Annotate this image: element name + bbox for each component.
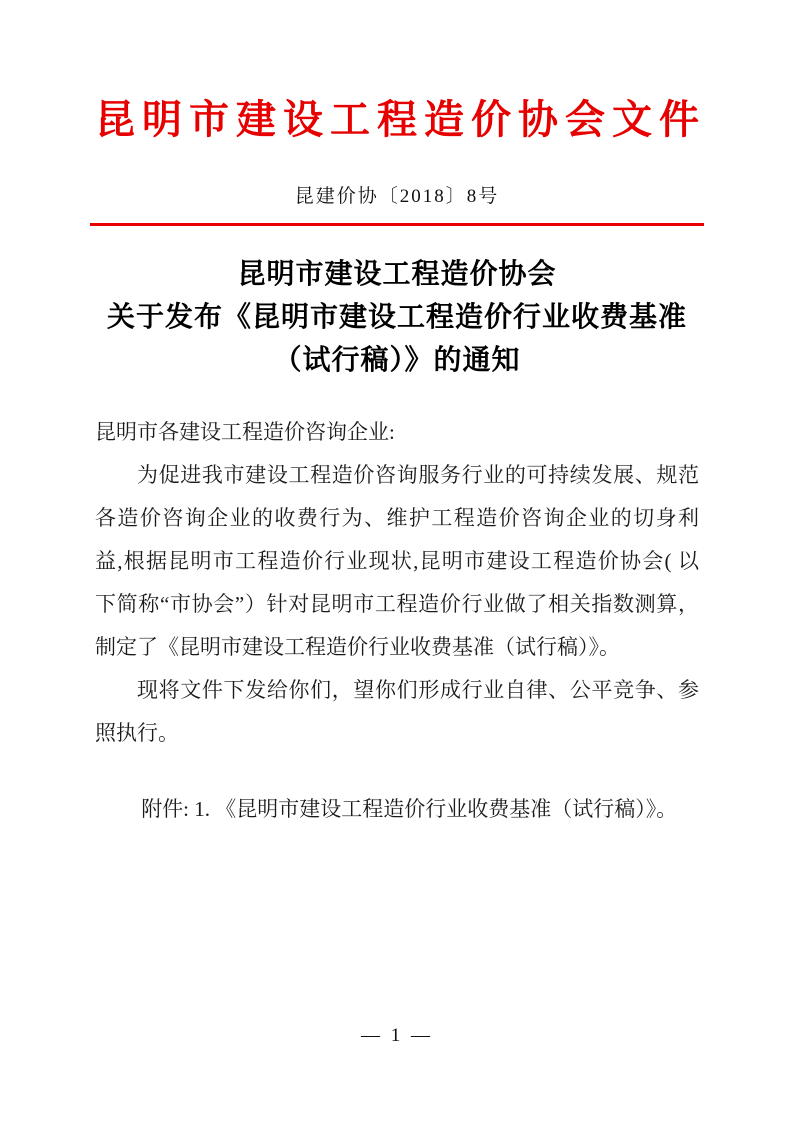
- body-line: 为促进我市建设工程造价咨询服务行业的可持续发展、规范: [137, 463, 699, 487]
- document-title-line-1: 昆明市建设工程造价协会: [237, 258, 557, 289]
- body-line: 益,根据昆明市工程造价行业现状,昆明市建设工程造价协会( 以: [95, 549, 699, 573]
- document-body: [95, 411, 699, 831]
- document-title: [95, 252, 699, 381]
- body-line: 下简称“市协会”）针对昆明市工程造价行业做了相关指数测算，: [95, 592, 699, 616]
- salutation-line: 昆明市各建设工程造价咨询企业:: [95, 420, 395, 444]
- page-number: — 1 —: [361, 1025, 433, 1046]
- body-line: 照执行。: [95, 721, 179, 745]
- body-line: 现将文件下发给你们，望你们形成行业自律、公平竞争、参: [137, 678, 699, 702]
- body-line: 各造价咨询企业的收费行为、维护工程造价咨询企业的切身利: [95, 506, 699, 530]
- document-title-line-3: （试行稿）》的通知: [273, 344, 521, 375]
- document-title-line-2: 关于发布《昆明市建设工程造价行业收费基准: [106, 301, 687, 332]
- red-header-org-title: 昆明市建设工程造价协会文件: [95, 98, 706, 142]
- document-number: 昆建价协〔2018〕8号: [294, 186, 500, 207]
- red-divider-line: [90, 223, 704, 226]
- body-line: 制定了《昆明市建设工程造价行业收费基准（试行稿）》。: [95, 635, 620, 659]
- attachment-line: 附件: 1. 《昆明市建设工程造价行业收费基准（试行稿）》。: [141, 797, 678, 821]
